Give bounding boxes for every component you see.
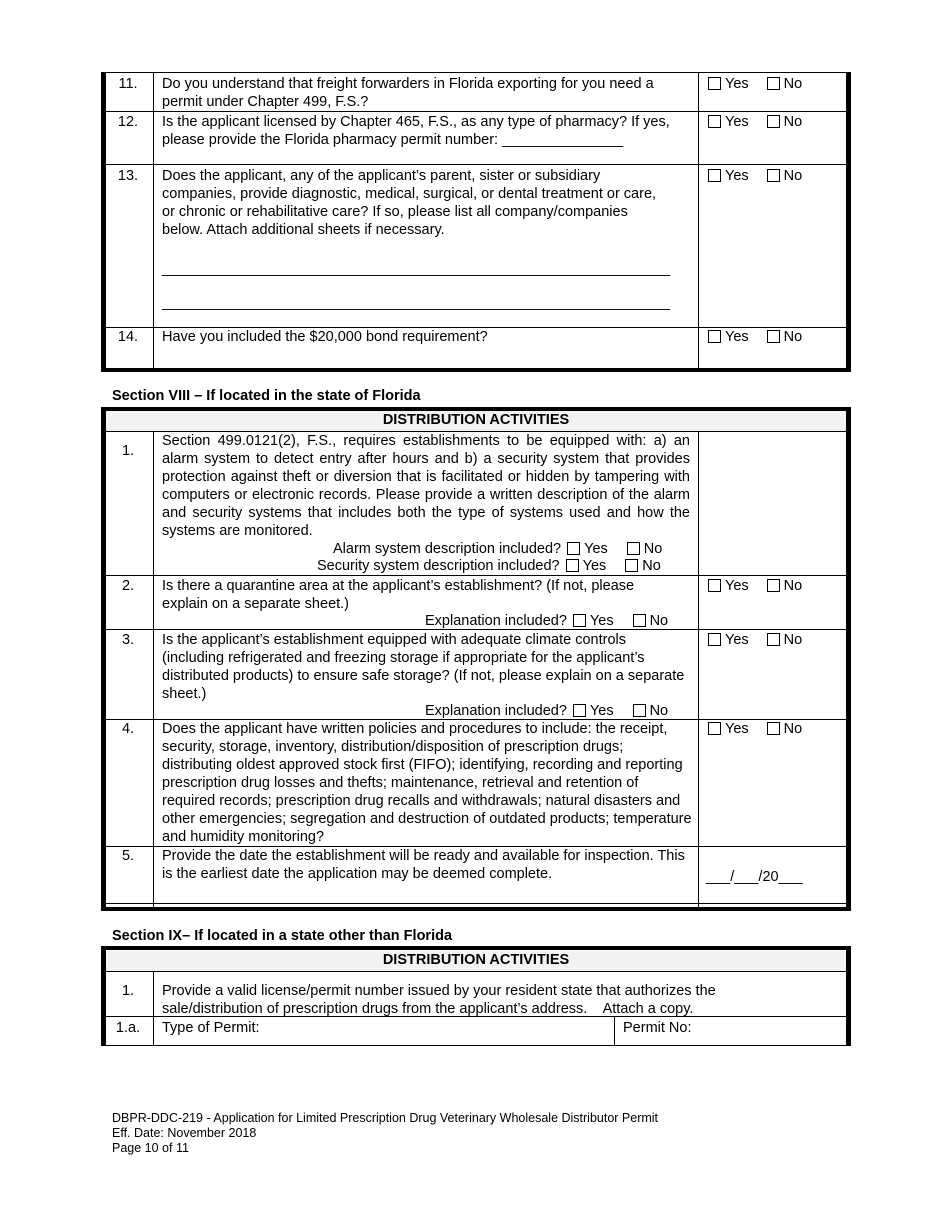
yes-checkbox[interactable] xyxy=(708,722,721,735)
form-title-footer: DBPR-DDC-219 - Application for Limited Prescription Drug Veterinary Wholesale Distributor Permit xyxy=(112,1111,659,1125)
no-checkbox[interactable] xyxy=(767,633,780,646)
question-text: Does the applicant have written policies and procedures to include: the receipt, security, storage, inventory, distribution/disposition of prescription drugs; distributing oldest approved stock first (FIFO); identifying, recording and reporting prescription drug losses and thefts; maintenance, retrieval and retention of required records; prescription drug recalls and withdrawals; natural disasters and other emergencies; segregation and destruction of outdated products; temperature and humidity monitoring? xyxy=(162,721,692,845)
no-checkbox[interactable] xyxy=(767,115,780,128)
question-text: Provide the date the establishment will be ready and available for inspection. This is the earliest date the application may be deemed complete. xyxy=(162,848,685,882)
question-text: Is the applicant licensed by Chapter 465, F.S., as any type of pharmacy? If yes, please provide the Florida pharmacy permit number: _______________ xyxy=(162,114,670,148)
no-checkbox[interactable] xyxy=(767,77,780,90)
inspection-date-field[interactable]: ___/___/20___ xyxy=(706,869,803,885)
yes-no-group: Yes No xyxy=(708,75,802,93)
row-number: 3. xyxy=(121,632,135,648)
yes-no-group: Yes No xyxy=(708,720,802,738)
no-checkbox[interactable] xyxy=(633,614,646,627)
row-number: 4. xyxy=(121,721,135,737)
section-title: Section VIII – If located in the state of Florida xyxy=(112,388,421,404)
yes-no-group: Yes No xyxy=(708,167,802,185)
no-checkbox[interactable] xyxy=(633,704,646,717)
yes-checkbox[interactable] xyxy=(573,704,586,717)
row-number: 5. xyxy=(121,848,135,864)
no-checkbox[interactable] xyxy=(767,722,780,735)
permit-number-input[interactable] xyxy=(700,1018,840,1042)
row-number: 1.a. xyxy=(115,1020,141,1036)
row-number: 13. xyxy=(117,168,139,184)
row-number: 11. xyxy=(118,76,138,92)
yes-checkbox[interactable] xyxy=(708,115,721,128)
question-text: Have you included the $20,000 bond requirement? xyxy=(162,329,488,345)
question-text: Is there a quarantine area at the applicant’s establishment? (If not, please explain on a separate sheet.) xyxy=(162,578,635,612)
company-list-blank-1[interactable]: _______________________________________________________________ xyxy=(162,261,671,277)
row-number: 14. xyxy=(117,329,139,345)
no-checkbox[interactable] xyxy=(767,169,780,182)
no-checkbox[interactable] xyxy=(627,542,640,555)
page-number: Page 10 of 11 xyxy=(112,1141,189,1155)
yes-no-group: Yes No xyxy=(708,113,802,131)
no-checkbox[interactable] xyxy=(625,559,638,572)
yes-checkbox[interactable] xyxy=(567,542,580,555)
permit-type-input[interactable] xyxy=(268,1018,608,1042)
row-number: 2. xyxy=(121,578,135,594)
question-text: Section 499.0121(2), F.S., requires establishments to be equipped with: a) an alarm system to detect entry after hours and b) a security system that provides protection against theft or diversion that is facilitated or hidden by tampering with computers or electronic records. Please provide a written description of the alarm and security systems that includes both the type of systems used and how the systems are monitored. xyxy=(162,433,690,539)
table-header: DISTRIBUTION ACTIVITIES xyxy=(106,951,846,971)
no-checkbox[interactable] xyxy=(767,330,780,343)
yes-no-group: Yes No xyxy=(708,328,802,346)
alarm-description-group: Alarm system description included? Yes No xyxy=(333,541,663,557)
explanation-group: Explanation included? Yes No xyxy=(425,703,669,719)
yes-no-group: Yes No xyxy=(708,577,802,595)
row-number: 1. xyxy=(121,443,135,459)
security-description-group: Security system description included? Yes No xyxy=(317,558,661,574)
table-header: DISTRIBUTION ACTIVITIES xyxy=(106,411,846,431)
yes-checkbox[interactable] xyxy=(708,633,721,646)
section-title: Section IX– If located in a state other than Florida xyxy=(112,928,453,944)
question-text: Is the applicant’s establishment equipped with adequate climate controls (including refrigerated and freezing storage if appropriate for the applicant’s distributed products) to ensure safe storage? (If not, please explain on a separate sheet.) xyxy=(162,632,685,702)
permit-type-label: Type of Permit: xyxy=(162,1020,260,1036)
explanation-group: Explanation included? Yes No xyxy=(425,613,669,629)
yes-checkbox[interactable] xyxy=(708,330,721,343)
yes-checkbox[interactable] xyxy=(708,169,721,182)
yes-checkbox[interactable] xyxy=(566,559,579,572)
yes-checkbox[interactable] xyxy=(708,77,721,90)
row-number: 12. xyxy=(117,114,139,130)
no-checkbox[interactable] xyxy=(767,579,780,592)
company-list-blank-2[interactable]: _______________________________________________________________ xyxy=(162,295,671,311)
license-instruction-line-2: sale/distribution of prescription drugs from the applicant’s address. Attach a copy. xyxy=(162,1001,694,1017)
row-number: 1. xyxy=(121,983,135,999)
question-text: Do you understand that freight forwarders in Florida exporting for you need a permit under Chapter 499, F.S.? xyxy=(162,76,654,110)
yes-checkbox[interactable] xyxy=(708,579,721,592)
effective-date-footer: Eff. Date: November 2018 xyxy=(112,1126,257,1140)
yes-checkbox[interactable] xyxy=(573,614,586,627)
yes-no-group: Yes No xyxy=(708,631,802,649)
permit-number-label: Permit No: xyxy=(623,1020,692,1036)
question-text: Does the applicant, any of the applicant’s parent, sister or subsidiary companies, provide diagnostic, medical, surgical, or dental treatment or care, or chronic or rehabilitative care? If so, please list all company/companies below. Attach additional sheets if necessary. xyxy=(162,168,657,238)
license-instruction-line-1: Provide a valid license/permit number issued by your resident state that authorizes the xyxy=(162,983,716,999)
